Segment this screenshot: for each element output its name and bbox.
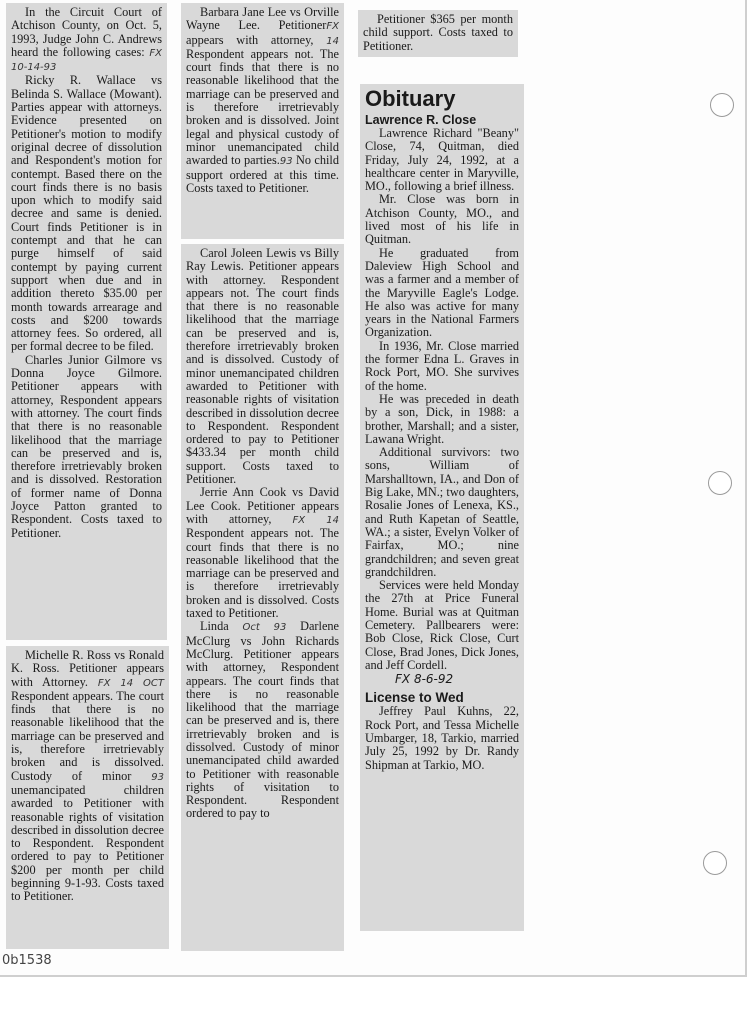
court-case-gilmore: Charles Junior Gilmore vs Donna Joyce Gilmore. Petitioner appears with attorney, Respondent appears with attorney. The court finds that there is no reasonable likelihood that the marriage can be preserved and is, therefore irretrievably broken and is dissolved. Restoration of former name of Donna Joyce Patton granted to Respondent. Costs taxed to Petitioner. [11,352,162,540]
obituary-paragraph: Services were held Monday the 27th at Price Funeral Home. Burial was at Quitman Cemetery. Pallbearers were: Bob Close, Rick Close, Curt Close, Brad Jones, Dick Jones, and Jeff Cordell. [365,578,519,672]
license-text: Jeffrey Paul Kuhns, 22, Rock Port, and Tessa Michelle Umbarger, 18, Tarkio, married July 25, 1992 by Dr. Randy Shipman at Tarkio, MO. [365,704,519,772]
handwritten-note: FX 10-14-93 [11,47,162,74]
court-case-cook: Jerrie Ann Cook vs David Lee Cook. Petitioner appears with attorney, FX 14 Respondent appears not. The court finds that there is no reasonable likelihood that the marriage can be preserved and is therefore irretrievably broken and is dissolved. Costs taxed to Petitioner. [186,485,339,621]
handwritten-note: 93 [151,771,165,783]
court-cases-clipping-2 [6,646,169,949]
court-cases-clipping-5 [358,10,518,57]
handwritten-date-note: FX 8-6-92 [395,672,454,687]
court-cases-clipping-3 [181,3,344,239]
handwritten-note: Oct 93 [242,622,287,634]
court-intro: In the Circuit Court of Atchison County, on Oct. 5, 1993, Judge John C. Andrews heard the following cases: FX 10-14-93 [11,5,162,74]
obituary-paragraph: He graduated from Daleview High School and was a farmer and a member of the Maryville Eagle's Lodge. He also was active for many years in the National Farmers Organization. [365,245,519,340]
obituary-title: Obituary [365,86,456,111]
court-case-lewis: Carol Joleen Lewis vs Billy Ray Lewis. Petitioner appears with attorney. Respondent appears not. The court finds that there is no reasonable likelihood that the marriage can be preserved and is, therefore irretrievably broken and is dissolved. Custody of minor unemancipated children awarded to Petitioner with reasonable rights of visitation described in dissolution decree to Respondent. Respondent ordered to pay to Petitioner $433.34 per month child support. Costs taxed to Petitioner. [186,246,339,487]
court-case-mcclurg: Linda Oct 93 Darlene McClurg vs John Richards McClurg. Petitioner appears with attorney, Respondent appears. The court finds that there is no reasonable likelihood that the marriage can be preserved and is, there irretrievably broken and is dissolved. Custody of minor unemancipated child awarded to Petitioner with reasonable rights of visitation to Respondent. Respondent ordered to pay to [186,619,340,821]
obituary-paragraph: Mr. Close was born in Atchison County, MO., and lived most of his life in Quitman. [365,192,519,247]
handwritten-note: FX [326,21,339,33]
court-case-ross: Michelle R. Ross vs Ronald K. Ross. Petitioner appears with Attorney. FX 14 OCT Respondent appears. The court finds that there is no reasonable likelihood that the marriage can be preserved and is, therefore irretrievably broken and is dissolved. Custody of minor 93 unemancipated children awarded to Petitioner with reasonable rights of visitation described in dissolution decree to Respondent. Respondent ordered to pay to Petitioner $200 per month per child beginning 9-1-93. Costs taxed to Petitioner. [11,648,165,904]
binder-hole [710,93,734,117]
obituary-paragraph: Lawrence Richard "Beany" Close, 74, Quitman, died Friday, July 24, 1992, at a healthcare center in Maryville, MO., following a brief illness. [365,126,519,194]
page-id: 0b1538 [2,953,52,968]
obituary-paragraph: He was preceded in death by a son, Dick, in 1988: a brother, Marshall; and a sister, Lawana Wright. [365,391,519,446]
handwritten-note: FX 14 [292,514,339,526]
handwritten-note: 14 [326,35,339,47]
license-title: License to Wed [365,690,464,706]
court-case-lee: Barbara Jane Lee vs Orville Wayne Lee. PetitionerFX appears with attorney, 14 Respondent appears not. The court finds that there is no reasonable likelihood that the marriage can be preserved and is therefore irretrievably broken and is dissolved. Joint legal and physical custody of minor unemancipated child awarded to parties.93 No child support ordered at this time. Costs taxed to Petitioner. [186,5,339,195]
obituary-paragraph: Additional survivors: two sons, William of Marshalltown, IA., and Don of Big Lake, MN.; two daughters, Rosalie Jones of Lenexa, KS., and Ruth Kapetan of Seattle, WA.; a sister, Evelyn Volker of Fairfax, MO.; nine grandchildren; and seven great grandchildren. [365,445,519,579]
court-case-wallace: Ricky R. Wallace vs Belinda S. Wallace (Mowant). Parties appear with attorneys. Evidence presented on Petitioner's motion to modify original decree of dissolution and Respondent's motion for contempt. Based there on the court finds there is no basis upon which to modify said decree and same is denied. Court finds Petitioner is in contempt and that he can purge himself of said contempt by paying current support when due and in addition thereto $35.00 per month towards arrearage and costs and $200 towards attorney fees. So ordered, all per formal decree to be filed. [11,73,162,354]
handwritten-note: 93 [279,156,293,168]
obituary-name: Lawrence R. Close [365,113,477,127]
court-case-continued: Petitioner $365 per month child support. Costs taxed to Petitioner. [363,12,513,53]
obituary-paragraph: In 1936, Mr. Close married the former Edna L. Graves in Rock Port, MO. She survives of the home. [365,338,519,393]
court-cases-clipping-4 [181,244,344,951]
court-cases-clipping-1 [6,3,167,640]
obituary-clipping [360,84,524,931]
binder-hole [703,851,727,875]
handwritten-note: FX 14 OCT [97,677,164,689]
binder-hole [708,471,732,495]
